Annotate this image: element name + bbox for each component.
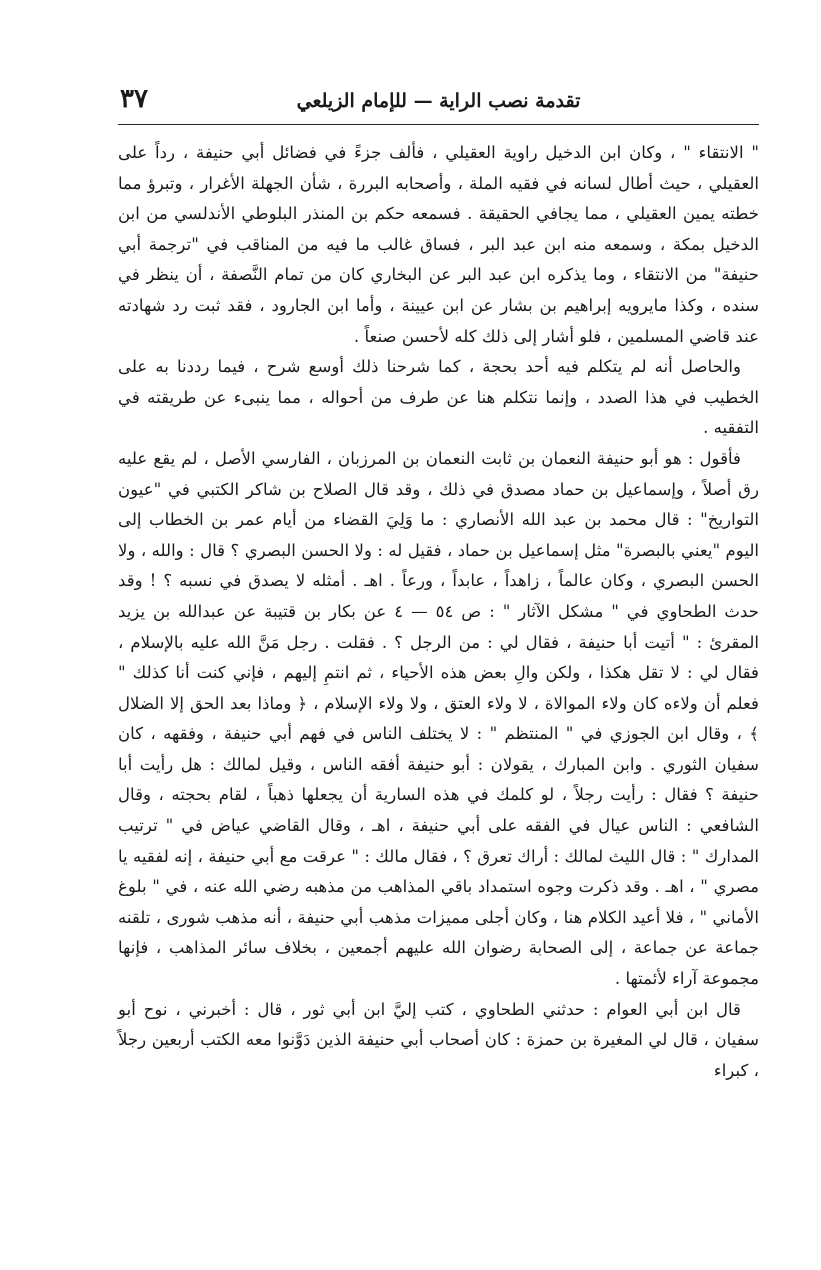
- paragraph: قال ابن أبي العوام : حدثني الطحاوي ، كتب إليَّ ابن أبي ثور ، قال : أخبرني ، نوح أبو سفيان ، قال لي المغيرة بن حمزة : كان أصحاب أبي حنيفة الذين دَوَّنوا معه الكتب أربعين رجلاً ، كبراء: [118, 999, 759, 1080]
- running-head: [118, 84, 759, 118]
- paragraph: والحاصل أنه لم يتكلم فيه أحد بحجة ، كما شرحنا ذلك أوسع شرح ، فيما رددنا به على الخطيب في هذا الصدد ، وإنما نتكلم هنا عن طرف من أحواله ، مما ينبىء عن طريقته في التفقيه .: [118, 357, 759, 438]
- header-rule: [118, 124, 759, 125]
- page-number: ٣٧: [120, 84, 148, 114]
- paragraph: " الانتقاء " ، وكان ابن الدخيل راوية العقيلي ، فألف جزءً في فضائل أبي حنيفة ، رداً على العقيلي ، حيث أطال لسانه في فقيه الملة ، وأصحابه البررة ، شأن الجهلة الأغرار ، وتبرؤ مما خطته يمين العقيلي ، مما يجافي الحقيقة . فسمعه حكم بن المنذر البلوطي الأندلسي من ابن الدخيل بمكة ، وسمعه منه ابن عبد البر ، فساق غالب ما فيه من المناقب في "ترجمة أبي حنيفة" من الانتقاء ، وما يذكره ابن عبد البر عن البخاري كان من تمام النَّصفة ، أن ينظر في سنده ، وكذا مايرويه إبراهيم بن بشار عن ابن عيينة ، وأما ابن الجارود ، فقد ثبت رد شهادته عند قاضي المسلمين ، فلو أشار إلى ذلك كله لأحسن صنعاً .: [118, 143, 759, 346]
- paragraph: فأقول : هو أبو حنيفة النعمان بن ثابت النعمان بن المرزبان ، الفارسي الأصل ، لم يقع عليه رق أصلاً ، وإسماعيل بن حماد مصدق في ذلك ، وقد قال الصلاح بن شاكر الكتبي في "عيون التواريخ" : قال محمد بن عبد الله الأنصاري : ما وَلِيَ القضاء من أيام عمر بن الخطاب إلى اليوم "يعني بالبصرة" مثل إسماعيل بن حماد ، فقيل له : ولا الحسن البصري ؟ قال : والله ، ولا الحسن البصري ، وكان عالماً ، زاهداً ، عابداً ، ورعاً . اهـ . أمثله لا يصدق في نسبه ؟ ! وقد حدث الطحاوي في " مشكل الآثار " : ص ٥٤ — ٤ عن بكار بن قتيبة عن عبدالله بن يزيد المقرئ : " أتيت أبا حنيفة ، فقال لي : من الرجل ؟ . فقلت . رجل مَنَّ الله عليه بالإسلام ، فقال لي : لا تقل هكذا ، ولكن والِ بعض هذه الأحياء ، ثم انتمِ إليهم ، فإني كنت أنا كذلك " فعلم أن ولاءه كان ولاء الموالاة ، لا ولاء العتق ، ولا ولاء الإسلام ، ﴿ وماذا بعد الحق إلا الضلال ﴾ ، وقال ابن الجوزي في " المنتظم " : لا يختلف الناس في فهم أبي حنيفة ، وفقهه ، كان سفيان الثوري . وابن المبارك ، يقولان : أبو حنيفة أفقه الناس ، وقيل لمالك : هل رأيت أبا حنيفة ؟ فقال : رأيت رجلاً ، لو كلمك في هذه السارية أن يجعلها ذهباً ، لقام بحجته ، وقال الشافعي : الناس عيال في الفقه على أبي حنيفة ، اهـ ، وقال القاضي عياض في " ترتيب المدارك " : قال الليث لمالك : أراك تعرق ؟ ، فقال مالك : " عرقت مع أبي حنيفة ، إنه لفقيه يا مصري " ، اهـ . وقد ذكرت وجوه استمداد باقي المذاهب من مذهبه رضي الله عنه ، في " بلوغ الأماني " ، فلا أعيد الكلام هنا ، وكان أجلى مميزات مذهب أبي حنيفة ، أنه مذهب شورى ، تلقنه جماعة عن جماعة ، إلى الصحابة رضوان الله عليهم أجمعين ، بخلاف سائر المذاهب ، فإنها مجموعة آراء لأئمتها .: [118, 448, 759, 989]
- running-head-title: تقدمة نصب الراية — للإمام الزيلعي: [296, 90, 581, 112]
- body-text: [118, 138, 759, 1086]
